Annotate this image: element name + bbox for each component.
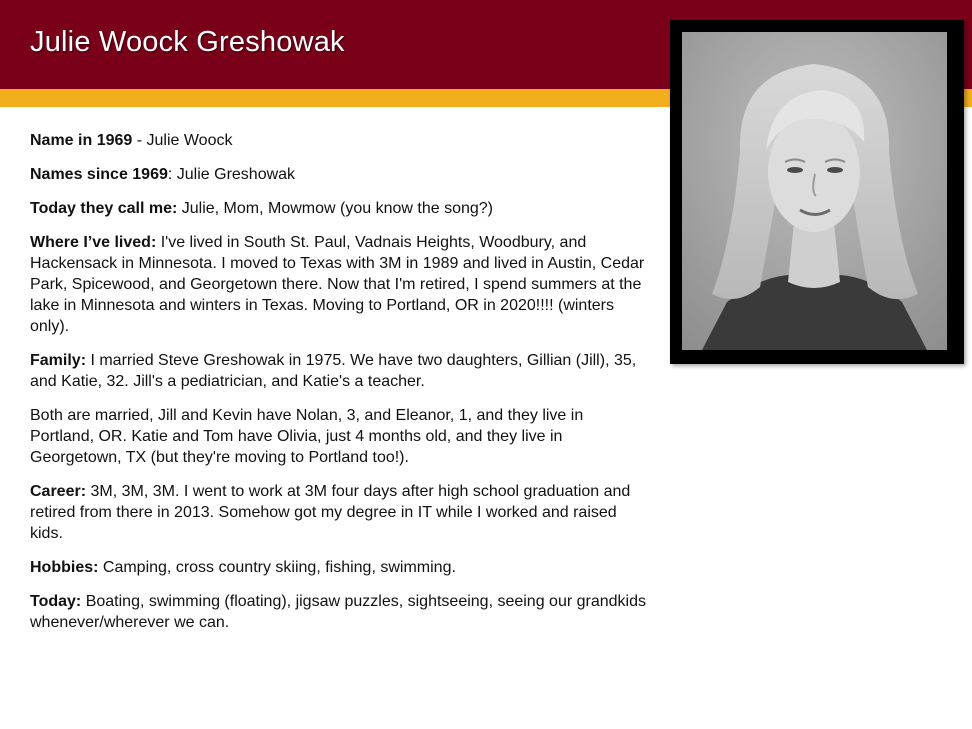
name-1969-label: Name in 1969 [30,132,133,149]
today-label: Today: [30,593,82,610]
portrait-photo [682,32,947,350]
page-title: Julie Woock Greshowak [30,26,345,58]
name-1969-line [30,130,650,151]
name-1969-value: - Julie Woock [132,132,233,149]
career-value: 3M, 3M, 3M. I went to work at 3M four days after high school graduation and retired from there in 2013. Somehow got my degree in IT while I worked and raised kids. [30,483,631,542]
family-more-paragraph: Both are married, Jill and Kevin have Nolan, 3, and Eleanor, 1, and they live in Portland, OR. Katie and Tom have Olivia, just 4 months old, and they live in Georgetown, TX (but they're moving to Portland too!). [30,407,584,466]
portrait-frame [670,20,964,364]
names-since-label: Names since 1969 [30,166,168,183]
lived-value: I've lived in South St. Paul, Vadnais Heights, Woodbury, and Hackensack in Minnesota. I moved to Texas with 3M in 1989 and lived in Austin, Cedar Park, Spicewood, and Georgetown there. Now that I'm retired, I spend summers at the lake in Minnesota and winters in Texas. Moving to Portland, OR in 2020!!!! (winters only). [30,234,645,335]
lived-paragraph [30,232,650,337]
today-paragraph [30,591,650,633]
family-value: I married Steve Greshowak in 1975. We have two daughters, Gillian (Jill), 35, and Katie, 32. Jill's a pediatrician, and Katie's a teacher. [30,352,637,390]
called-label: Today they call me: [30,200,178,217]
hobbies-value: Camping, cross country skiing, fishing, swimming. [98,559,456,576]
names-since-line [30,164,650,185]
hobbies-line [30,557,650,578]
profile-content [30,130,650,646]
called-line [30,198,650,219]
family-label: Family: [30,352,87,369]
family-paragraph [30,350,650,392]
hobbies-label: Hobbies: [30,559,99,576]
career-label: Career: [30,483,87,500]
called-value: Julie, Mom, Mowmow (you know the song?) [177,200,493,217]
names-since-value: : Julie Greshowak [167,166,296,183]
today-value: Boating, swimming (floating), jigsaw puzzles, sightseeing, seeing our grandkids whenever/wherever we can. [30,593,646,631]
career-paragraph [30,481,650,544]
lived-label: Where I’ve lived: [30,234,157,251]
